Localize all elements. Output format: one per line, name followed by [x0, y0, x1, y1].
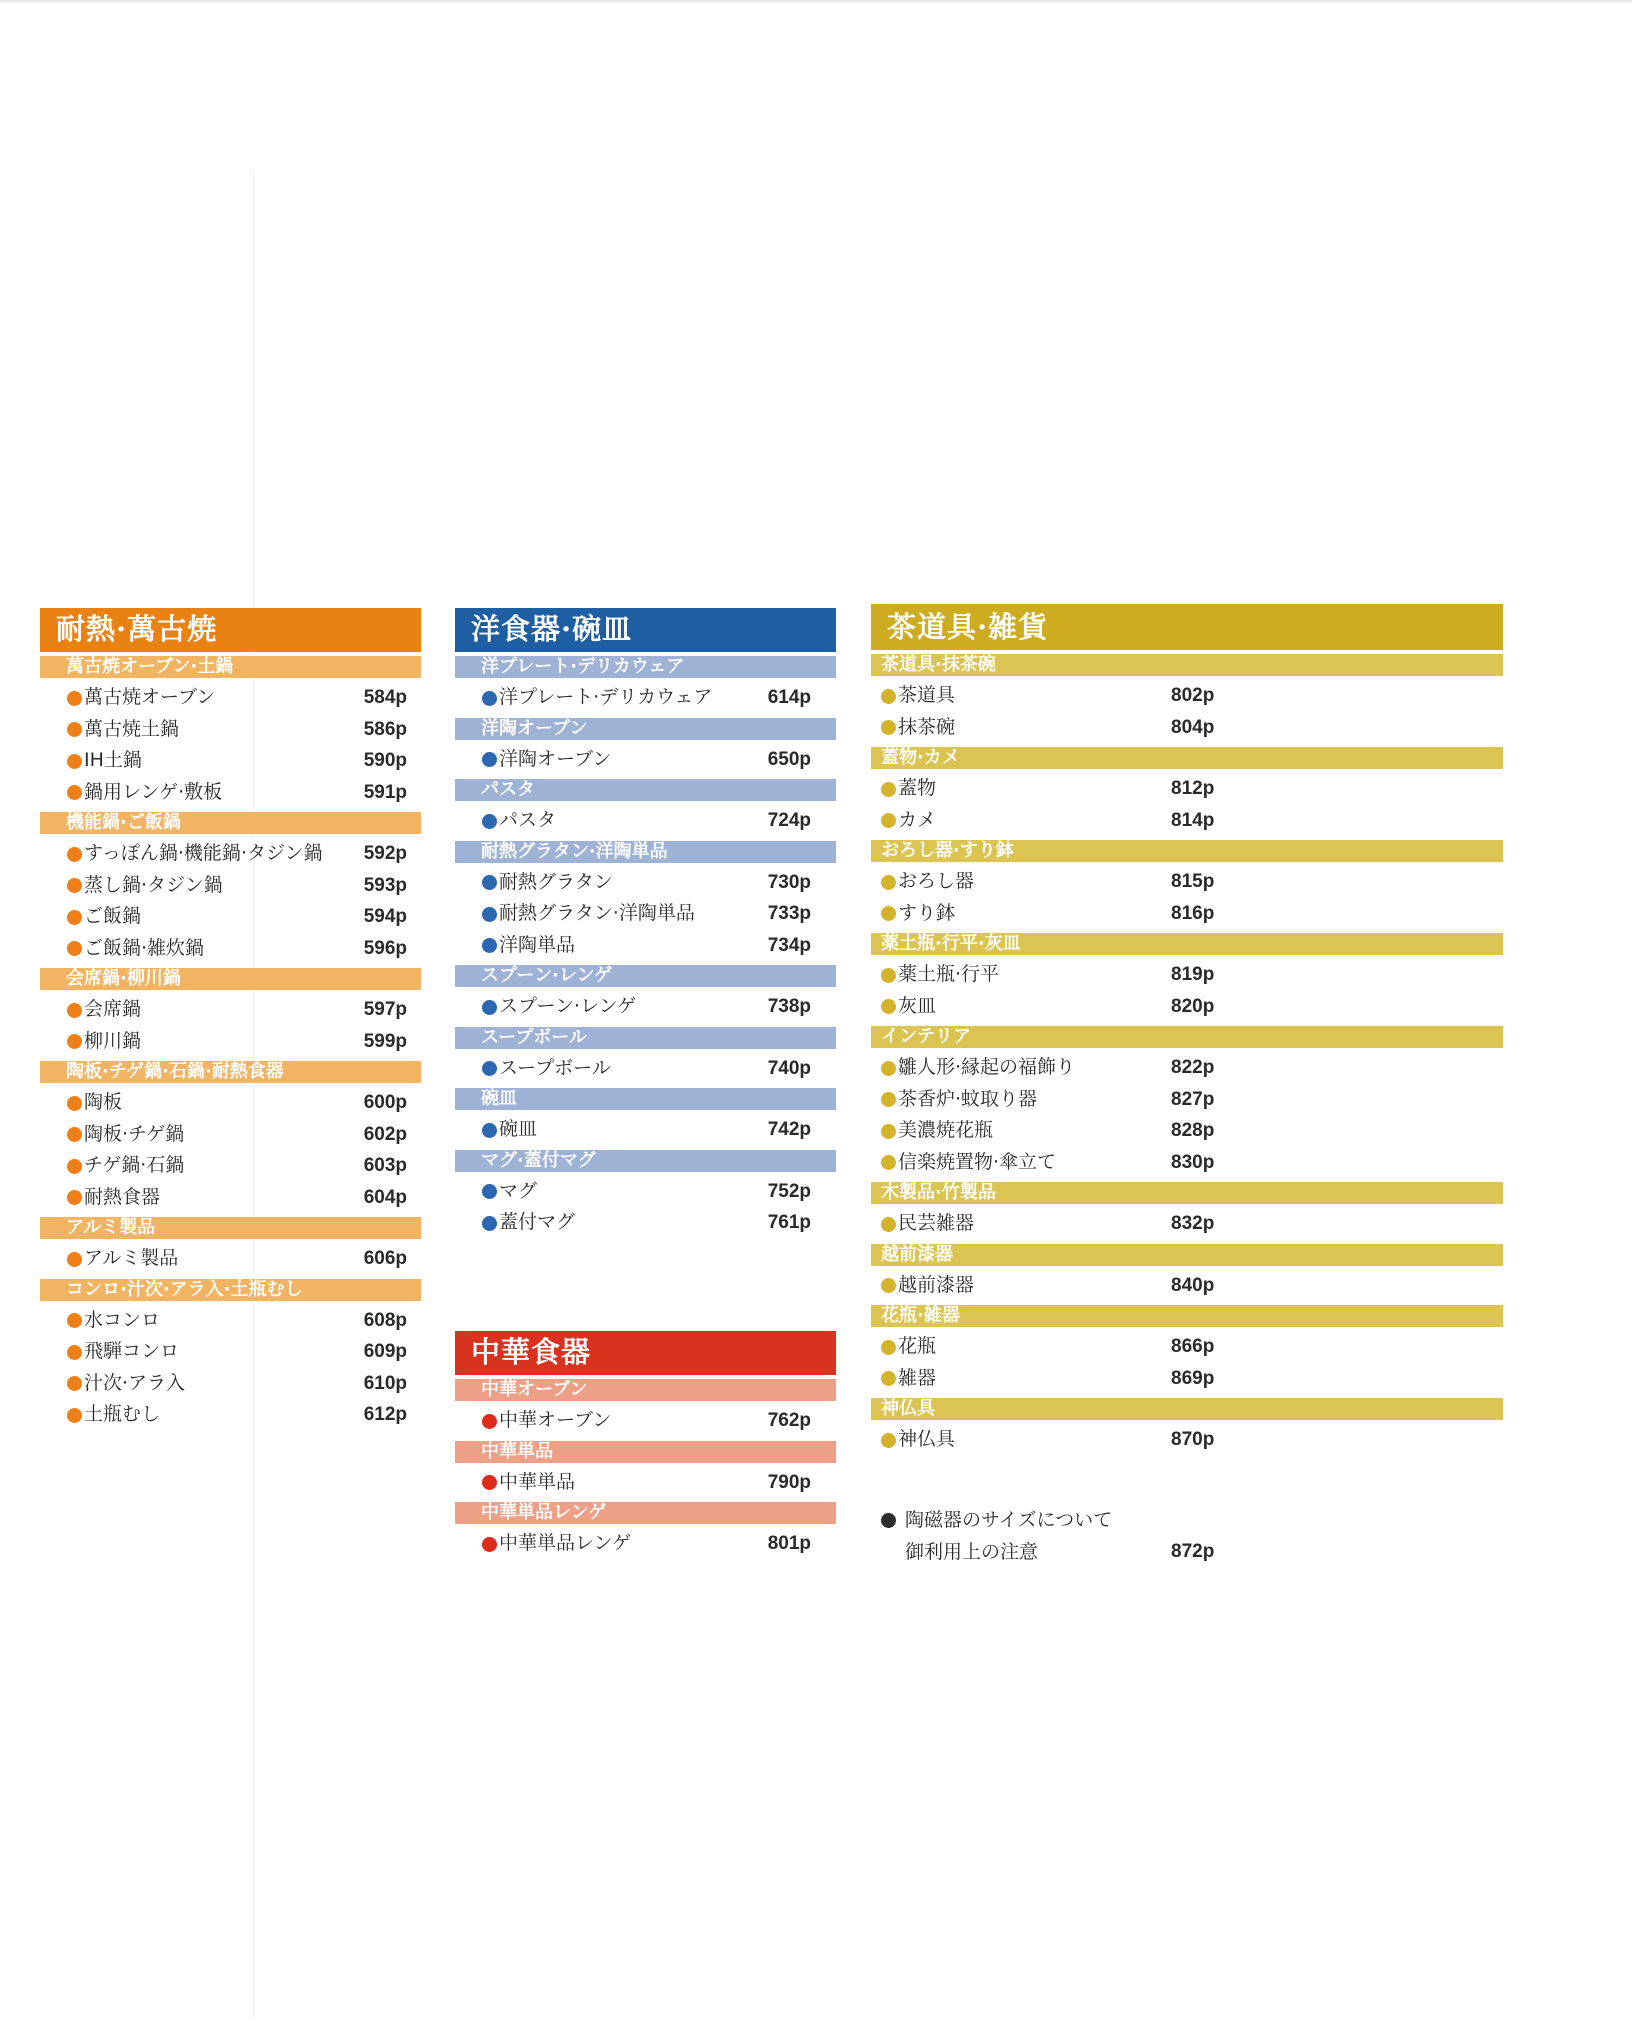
bullet-dot-icon: [482, 1184, 497, 1199]
bullet-dot-icon: [67, 1345, 82, 1360]
bullet-dot-icon: [881, 1340, 896, 1355]
index-entry[interactable]: [40, 994, 421, 1026]
entry-label: 茶香炉·蚊取り器: [898, 1087, 1038, 1110]
entry-label: おろし器: [898, 870, 975, 892]
index-entry[interactable]: [40, 1182, 421, 1214]
index-entry[interactable]: [455, 1114, 836, 1146]
entry-page-number: 870p: [1171, 1429, 1215, 1450]
entry-page-number: 614p: [767, 687, 811, 708]
category-heading: 洋陶オーブン: [455, 718, 836, 740]
entry-label: 雑器: [898, 1366, 937, 1389]
entry-label: 会席鍋: [84, 998, 142, 1020]
index-entry[interactable]: [40, 1336, 421, 1368]
entry-page-number: 604p: [363, 1186, 407, 1208]
entry-page-number: 603p: [363, 1155, 407, 1176]
entry-page-number: 734p: [767, 934, 811, 956]
bullet-dot-icon: [881, 1155, 896, 1170]
index-entry[interactable]: [871, 1424, 1503, 1456]
entry-page-number: 590p: [363, 750, 407, 771]
top-edge-rule: [0, 0, 1632, 4]
entry-page-number: 591p: [363, 781, 407, 803]
category-heading: 耐熱グラタン·洋陶単品: [455, 841, 836, 863]
entry-page-number: 866p: [1171, 1336, 1215, 1357]
entry-label: アルミ製品: [84, 1247, 179, 1269]
bullet-dot-icon: [482, 1537, 497, 1552]
entry-label: 萬古焼土鍋: [84, 717, 180, 740]
entry-label: 萬古焼オーブン: [84, 686, 216, 708]
note-line-1: 陶磁器のサイズについて: [905, 1509, 1113, 1531]
index-entry[interactable]: [871, 991, 1503, 1023]
bullet-dot-icon: [67, 1127, 82, 1142]
index-entry[interactable]: [40, 870, 421, 902]
entry-label: パスタ: [499, 809, 557, 831]
category-heading: 茶道具·抹茶碗: [871, 654, 1503, 676]
entry-page-number: 612p: [363, 1404, 407, 1425]
section-title: 洋食器·碗皿: [455, 608, 836, 652]
entry-label: 神仏具: [898, 1428, 956, 1450]
section-title: 耐熱·萬古焼: [40, 608, 421, 652]
entry-label: カメ: [898, 808, 937, 831]
entry-page-number: 822p: [1171, 1057, 1215, 1078]
entry-label: 中華単品: [499, 1470, 576, 1493]
category-heading: スプーン·レンゲ: [455, 965, 836, 987]
entry-page-number: 733p: [767, 903, 811, 924]
entry-page-number: 740p: [767, 1057, 811, 1079]
index-entry[interactable]: [871, 1115, 1503, 1147]
index-entry[interactable]: [455, 744, 836, 776]
entry-page-number: 742p: [767, 1119, 811, 1140]
entry-label: 飛騨コンロ: [84, 1340, 180, 1362]
entry-label: 中華単品レンゲ: [499, 1532, 632, 1554]
entry-label: 民芸雑器: [898, 1212, 975, 1234]
bullet-dot-icon: [881, 968, 896, 983]
entry-page-number: 816p: [1171, 902, 1215, 924]
entry-label: 土瓶むし: [84, 1403, 161, 1425]
entry-label: 蓋付マグ: [499, 1211, 576, 1233]
index-entry[interactable]: [871, 898, 1503, 930]
entry-page-number: 599p: [363, 1030, 407, 1052]
entry-page-number: 815p: [1171, 871, 1215, 892]
entry-page-number: 752p: [767, 1180, 811, 1202]
bullet-dot-icon: [482, 1414, 497, 1429]
entry-page-number: 730p: [767, 871, 811, 893]
bullet-dot-icon: [482, 1216, 497, 1231]
index-entry[interactable]: [871, 773, 1503, 805]
note-item[interactable]: [871, 1504, 1503, 1536]
bullet-dot-icon: [67, 1159, 82, 1174]
entry-page-number: 827p: [1171, 1088, 1215, 1110]
entry-page-number: 790p: [767, 1471, 811, 1493]
bullet-dot-icon: [881, 1124, 896, 1139]
category-heading: 木製品·竹製品: [871, 1182, 1503, 1204]
category-heading: 越前漆器: [871, 1244, 1503, 1266]
entry-label: 鍋用レンゲ·敷板: [84, 780, 223, 803]
bullet-dot-icon: [67, 847, 82, 862]
bullet-dot-icon: [67, 1313, 82, 1328]
category-heading: スープボール: [455, 1027, 836, 1049]
index-entry[interactable]: [40, 745, 421, 777]
index-entry[interactable]: [455, 682, 836, 714]
entry-page-number: 606p: [363, 1248, 407, 1269]
section-tea-utensils-goods: [871, 604, 1503, 1456]
entry-page-number: 801p: [767, 1533, 811, 1554]
entry-label: 雛人形·縁起の福飾り: [898, 1056, 1076, 1078]
category-heading: マグ·蓋付マグ: [455, 1150, 836, 1172]
entry-label: 耐熱グラタン: [499, 870, 613, 893]
entry-label: マグ: [499, 1179, 538, 1202]
bullet-dot-icon: [881, 813, 896, 828]
entry-page-number: 610p: [363, 1372, 407, 1394]
index-entry[interactable]: [455, 805, 836, 837]
bullet-dot-icon: [482, 1061, 497, 1076]
category-heading: 蓋物·カメ: [871, 747, 1503, 769]
entry-label: すり鉢: [898, 901, 956, 924]
bullet-dot-icon: [881, 1433, 896, 1448]
category-heading: インテリア: [871, 1026, 1503, 1048]
index-entry[interactable]: [40, 838, 421, 870]
entry-page-number: 597p: [363, 999, 407, 1020]
entry-label: 洋陶単品: [499, 933, 576, 956]
entry-label: 抹茶碗: [898, 715, 956, 738]
entry-label: 灰皿: [898, 994, 937, 1017]
section-title: 中華食器: [455, 1331, 836, 1375]
index-entry[interactable]: [40, 682, 421, 714]
entry-label: 中華オーブン: [499, 1409, 612, 1431]
bullet-dot-icon: [482, 814, 497, 829]
entry-label: 蓋物: [898, 777, 937, 799]
entry-page-number: 761p: [767, 1212, 811, 1233]
index-entry[interactable]: [455, 991, 836, 1023]
entry-label: 洋プレート·デリカウェア: [499, 686, 713, 708]
category-heading: 洋プレート·デリカウェア: [455, 656, 836, 678]
category-heading: 機能鍋·ご飯鍋: [40, 812, 421, 834]
index-entry[interactable]: [871, 712, 1503, 744]
category-heading: 中華オーブン: [455, 1379, 836, 1401]
entry-label: 柳川鍋: [84, 1029, 142, 1052]
bullet-dot-icon: [67, 910, 82, 925]
entry-page-number: 802p: [1171, 685, 1215, 706]
category-heading: コンロ·汁次·アラ入·土瓶むし: [40, 1279, 421, 1301]
section-chinese-tableware: [455, 1331, 836, 1560]
index-entry[interactable]: [455, 1207, 836, 1239]
bullet-dot-icon: [67, 1190, 82, 1205]
index-entry[interactable]: [871, 866, 1503, 898]
bullet-dot-icon: [67, 941, 82, 956]
bullet-dot-icon: [881, 1278, 896, 1293]
entry-page-number: 814p: [1171, 809, 1215, 831]
entry-label: 茶道具: [898, 684, 956, 706]
entry-page-number: 602p: [363, 1123, 407, 1145]
section-western-tableware: [455, 608, 836, 1239]
entry-page-number: 832p: [1171, 1213, 1215, 1234]
index-entry[interactable]: [40, 1368, 421, 1400]
entry-label: 洋陶オーブン: [499, 747, 612, 770]
bullet-dot-icon: [482, 1475, 497, 1490]
entry-page-number: 804p: [1171, 716, 1215, 738]
bullet-dot-icon: [881, 782, 896, 797]
index-entry[interactable]: [871, 1363, 1503, 1395]
category-heading: アルミ製品: [40, 1217, 421, 1239]
entry-page-number: 762p: [767, 1410, 811, 1431]
note-item-2[interactable]: [871, 1536, 1503, 1568]
entry-label: 信楽焼置物·傘立て: [898, 1150, 1057, 1173]
index-entry[interactable]: [40, 1087, 421, 1119]
note-page-number: 872p: [1171, 1541, 1215, 1562]
index-entry[interactable]: [455, 867, 836, 899]
category-heading: 会席鍋·柳川鍋: [40, 968, 421, 990]
bullet-dot-icon: [881, 1217, 896, 1232]
bullet-dot-icon: [881, 1513, 896, 1528]
bullet-dot-icon: [67, 1252, 82, 1267]
section-title: 茶道具·雑貨: [871, 604, 1503, 650]
index-entry[interactable]: [40, 1150, 421, 1182]
entry-page-number: 584p: [363, 687, 407, 708]
entry-page-number: 650p: [767, 748, 811, 770]
entry-page-number: 812p: [1171, 778, 1215, 799]
entry-page-number: 592p: [363, 843, 407, 864]
index-entry[interactable]: [40, 1305, 421, 1337]
category-heading: 薬土瓶·行平·灰皿: [871, 933, 1503, 955]
bullet-dot-icon: [482, 752, 497, 767]
entry-label: 陶板: [84, 1091, 123, 1113]
index-entry[interactable]: [455, 1405, 836, 1437]
category-heading: パスタ: [455, 779, 836, 801]
entry-label: すっぽん鍋·機能鍋·タジン鍋: [84, 842, 323, 864]
entry-label: チゲ鍋·石鍋: [84, 1154, 185, 1176]
bullet-dot-icon: [482, 691, 497, 706]
index-entry[interactable]: [40, 901, 421, 933]
bullet-dot-icon: [881, 689, 896, 704]
bullet-dot-icon: [67, 785, 82, 800]
bullet-dot-icon: [881, 999, 896, 1014]
category-heading: 中華単品: [455, 1441, 836, 1463]
bullet-dot-icon: [67, 722, 82, 737]
category-heading: おろし器·すり鉢: [871, 840, 1503, 862]
entry-label: ご飯鍋: [84, 905, 142, 927]
bullet-dot-icon: [67, 1408, 82, 1423]
index-entry[interactable]: [455, 930, 836, 962]
index-entry[interactable]: [40, 1026, 421, 1058]
category-heading: 碗皿: [455, 1088, 836, 1110]
entry-page-number: 828p: [1171, 1120, 1215, 1141]
index-entry[interactable]: [871, 1084, 1503, 1116]
entry-label: 汁次·アラ入: [84, 1371, 186, 1394]
bullet-dot-icon: [881, 1371, 896, 1386]
entry-page-number: 819p: [1171, 964, 1215, 985]
entry-label: 蒸し鍋·タジン鍋: [84, 873, 223, 896]
entry-page-number: 586p: [363, 718, 407, 740]
bullet-dot-icon: [482, 1000, 497, 1015]
index-entry[interactable]: [455, 1176, 836, 1208]
bullet-dot-icon: [67, 1034, 82, 1049]
entry-page-number: 609p: [363, 1341, 407, 1362]
index-entry[interactable]: [871, 805, 1503, 837]
entry-page-number: 738p: [767, 996, 811, 1017]
index-entry[interactable]: [40, 777, 421, 809]
category-heading: 中華単品レンゲ: [455, 1502, 836, 1524]
entry-page-number: 840p: [1171, 1274, 1215, 1296]
index-entry[interactable]: [40, 1243, 421, 1275]
index-entry[interactable]: [871, 1147, 1503, 1179]
section-heat-resistant-banko: [40, 608, 421, 1431]
entry-label: ご飯鍋·雑炊鍋: [84, 936, 205, 959]
index-entry[interactable]: [455, 1053, 836, 1085]
index-entry[interactable]: [871, 1052, 1503, 1084]
index-entry[interactable]: [871, 1331, 1503, 1363]
entry-page-number: 594p: [363, 906, 407, 927]
entry-page-number: 608p: [363, 1309, 407, 1331]
bullet-dot-icon: [67, 754, 82, 769]
category-heading: 陶板·チゲ鍋·石鍋·耐熱食器: [40, 1061, 421, 1083]
entry-label: 美濃焼花瓶: [898, 1119, 994, 1141]
entry-page-number: 820p: [1171, 995, 1215, 1017]
entry-label: 薬土瓶·行平: [898, 963, 1000, 985]
bullet-dot-icon: [881, 875, 896, 890]
bullet-dot-icon: [881, 720, 896, 735]
bullet-dot-icon: [67, 878, 82, 893]
entry-page-number: 830p: [1171, 1151, 1215, 1173]
index-entry[interactable]: [871, 959, 1503, 991]
entry-page-number: 593p: [363, 874, 407, 896]
bullet-dot-icon: [881, 1061, 896, 1076]
index-entry[interactable]: [455, 1528, 836, 1560]
entry-label: 花瓶: [898, 1335, 937, 1357]
index-entry[interactable]: [871, 1208, 1503, 1240]
bullet-dot-icon: [881, 1092, 896, 1107]
bullet-dot-icon: [67, 1096, 82, 1111]
entry-page-number: 869p: [1171, 1367, 1215, 1389]
bullet-dot-icon: [482, 907, 497, 922]
entry-label: 水コンロ: [84, 1308, 161, 1331]
entry-label: 越前漆器: [898, 1273, 975, 1296]
entry-label: 耐熱食器: [84, 1185, 161, 1208]
entry-label: スープボール: [499, 1056, 611, 1079]
index-entry[interactable]: [40, 1119, 421, 1151]
bullet-dot-icon: [67, 1376, 82, 1391]
entry-page-number: 596p: [363, 937, 407, 959]
bullet-dot-icon: [67, 691, 82, 706]
index-entry[interactable]: [455, 1467, 836, 1499]
index-entry[interactable]: [455, 898, 836, 930]
bullet-dot-icon: [881, 906, 896, 921]
bullet-dot-icon: [482, 875, 497, 890]
category-heading: 萬古焼オーブン·土鍋: [40, 656, 421, 678]
index-entry[interactable]: [40, 714, 421, 746]
entry-label: 碗皿: [499, 1118, 538, 1140]
index-entry[interactable]: [40, 1399, 421, 1431]
entry-label: 陶板·チゲ鍋: [84, 1122, 185, 1145]
bullet-dot-icon: [482, 938, 497, 953]
entry-label: スプーン·レンゲ: [499, 995, 637, 1017]
entry-page-number: 724p: [767, 810, 811, 831]
entry-page-number: 600p: [363, 1092, 407, 1113]
entry-label: IH土鍋: [84, 749, 142, 771]
category-heading: 花瓶·雑器: [871, 1305, 1503, 1327]
index-entry[interactable]: [40, 933, 421, 965]
bullet-dot-icon: [482, 1123, 497, 1138]
note-line-2: 御利用上の注意: [905, 1541, 1039, 1563]
index-entry[interactable]: [871, 1270, 1503, 1302]
index-entry[interactable]: [871, 680, 1503, 712]
bullet-dot-icon: [67, 1003, 82, 1018]
ceramics-size-note: [871, 1504, 1503, 1568]
entry-label: 耐熱グラタン·洋陶単品: [499, 902, 695, 924]
category-heading: 神仏具: [871, 1398, 1503, 1420]
